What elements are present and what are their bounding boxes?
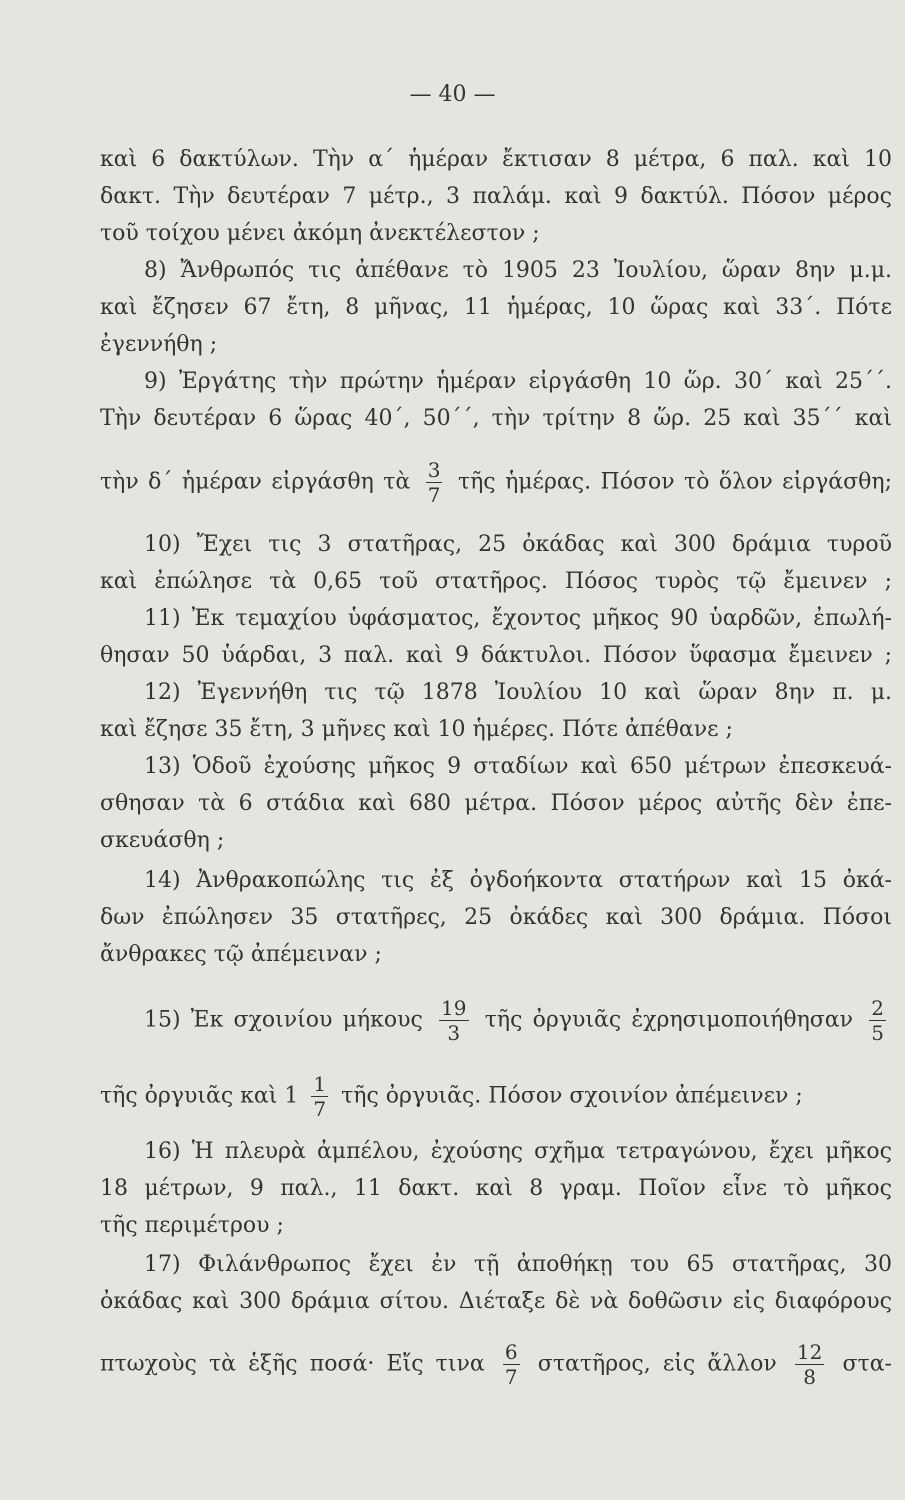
denominator: 3 bbox=[447, 1021, 461, 1045]
text-line: 18 μέτρων, 9 παλ., 11 δακτ. καὶ 8 γραμ. Ποῖον εἶνε τὸ μῆκος bbox=[100, 1176, 892, 1201]
text-line: 10) Ἔχει τις 3 στατῆρας, 25 ὀκάδας καὶ 300 δράμια τυροῦ bbox=[144, 532, 892, 557]
line-text: στατῆρος, εἰς ἄλλον bbox=[537, 1351, 777, 1377]
text-line: 12) Ἐγεννήθη τις τῷ 1878 Ἰουλίου 10 καὶ ὥραν 8ην π. μ. bbox=[144, 680, 892, 705]
line-text: τῆς ὀργυιᾶς. Πόσον σχοινίον ἀπέμεινεν ; bbox=[341, 1083, 803, 1109]
line-text: στα- bbox=[842, 1351, 892, 1377]
fraction bbox=[869, 998, 886, 1043]
text-line: δων ἐπώλησεν 35 στατῆρες, 25 ὀκάδες καὶ 300 δράμια. Πόσοι bbox=[100, 905, 892, 930]
denominator: 8 bbox=[803, 1365, 816, 1389]
fraction bbox=[426, 460, 443, 505]
text-line: καὶ ἔζησε 35 ἔτη, 3 μῆνες καὶ 10 ἡμέρες. Πότε ἀπέθανε ; bbox=[100, 717, 733, 742]
numerator: 3 bbox=[427, 458, 441, 482]
fraction bbox=[503, 1342, 520, 1387]
fraction-line bbox=[100, 1074, 892, 1119]
fraction bbox=[439, 998, 468, 1043]
text-line: Τὴν δευτέραν 6 ὥρας 40΄, 50΄΄, τὴν τρίτην 8 ὥρ. 25 καὶ 35΄΄ καὶ bbox=[100, 406, 892, 431]
fraction-line bbox=[144, 998, 892, 1043]
text-line: 17) Φιλάνθρωπος ἔχει ἐν τῇ ἀποθήκῃ του 65 στατῆρας, 30 bbox=[144, 1252, 892, 1277]
line-text: τῆς ὀργυιᾶς ἐχρησιμοποιήθησαν bbox=[484, 1007, 854, 1033]
text-line: καὶ ἔζησεν 67 ἔτη, 8 μῆνας, 11 ἡμέρας, 10 ὥρας καὶ 33΄. Πότε bbox=[100, 295, 892, 320]
denominator: 5 bbox=[871, 1021, 884, 1045]
text-line: δακτ. Τὴν δευτέραν 7 μέτρ., 3 παλάμ. καὶ 9 δακτύλ. Πόσον μέρος bbox=[100, 184, 892, 209]
text-line: σκευάσθη ; bbox=[100, 828, 225, 853]
numerator: 12 bbox=[796, 1340, 823, 1364]
line-text: τῆς ὀργυιᾶς καὶ 1 bbox=[100, 1083, 299, 1109]
fraction-line bbox=[100, 460, 892, 505]
text-line: 8) Ἄνθρωπός τις ἀπέθανε τὸ 1905 23 Ἰουλίου, ὥραν 8ην μ.μ. bbox=[144, 258, 892, 283]
fraction-line bbox=[100, 1342, 892, 1387]
denominator: 7 bbox=[504, 1365, 518, 1389]
text-line: 9) Ἐργάτης τὴν πρώτην ἡμέραν εἰργάσθη 10 ὥρ. 30΄ καὶ 25΄΄. bbox=[144, 369, 892, 394]
page-number: — 40 — bbox=[409, 82, 496, 107]
numerator: 19 bbox=[441, 996, 467, 1020]
line-text: τῆς ἡμέρας. Πόσον τὸ ὅλον εἰργάσθη; bbox=[457, 469, 893, 495]
text-line: τοῦ τοίχου μένει ἀκόμη ἀνεκτέλεστον ; bbox=[100, 221, 540, 246]
text-line: 14) Ἀνθρακοπώλης τις ἐξ ὀγδοήκοντα στατήρων καὶ 15 ὀκά- bbox=[144, 868, 892, 893]
line-text: πτωχοὺς τὰ ἑξῆς ποσά· Εἴς τινα bbox=[100, 1351, 485, 1377]
text-line: 11) Ἐκ τεμαχίου ὑφάσματος, ἔχοντος μῆκος 90 ὑαρδῶν, ἐπωλή- bbox=[144, 606, 892, 631]
line-text: τὴν δ΄ ἡμέραν εἰργάσθη τὰ bbox=[100, 469, 411, 495]
text-line: καὶ ἐπώλησε τὰ 0,65 τοῦ στατῆρος. Πόσος τυρὸς τῷ ἔμεινεν ; bbox=[100, 569, 892, 594]
fraction bbox=[795, 1342, 824, 1387]
line-text: 15) Ἐκ σχοινίου μήκους bbox=[144, 1007, 423, 1033]
text-line: ἐγεννήθη ; bbox=[100, 332, 218, 357]
text-line: θησαν 50 ὑάρδαι, 3 παλ. καὶ 9 δάκτυλοι. Πόσον ὕφασμα ἔμεινεν ; bbox=[100, 643, 892, 668]
fraction bbox=[311, 1074, 328, 1119]
text-line: 13) Ὁδοῦ ἐχούσης μῆκος 9 σταδίων καὶ 650 μέτρων ἐπεσκευά- bbox=[144, 754, 892, 779]
text-line: ἄνθρακες τῷ ἀπέμειναν ; bbox=[100, 942, 382, 967]
text-line: ὀκάδας καὶ 300 δράμια σίτου. Διέταξε δὲ νὰ δοθῶσιν εἰς διαφόρους bbox=[100, 1289, 892, 1314]
denominator: 7 bbox=[313, 1097, 327, 1121]
text-line: τῆς περιμέτρου ; bbox=[100, 1213, 284, 1238]
numerator: 1 bbox=[313, 1072, 327, 1096]
denominator: 7 bbox=[427, 483, 441, 507]
text-line: σθησαν τὰ 6 στάδια καὶ 680 μέτρα. Πόσον μέρος αὐτῆς δὲν ἐπε- bbox=[100, 791, 892, 816]
numerator: 2 bbox=[871, 996, 884, 1020]
text-line: καὶ 6 δακτύλων. Τὴν α΄ ἡμέραν ἔκτισαν 8 μέτρα, 6 παλ. καὶ 10 bbox=[100, 147, 892, 172]
text-line: 16) Ἡ πλευρὰ ἀμπέλου, ἐχούσης σχῆμα τετραγώνου, ἔχει μῆκος bbox=[144, 1139, 892, 1164]
numerator: 6 bbox=[504, 1340, 518, 1364]
